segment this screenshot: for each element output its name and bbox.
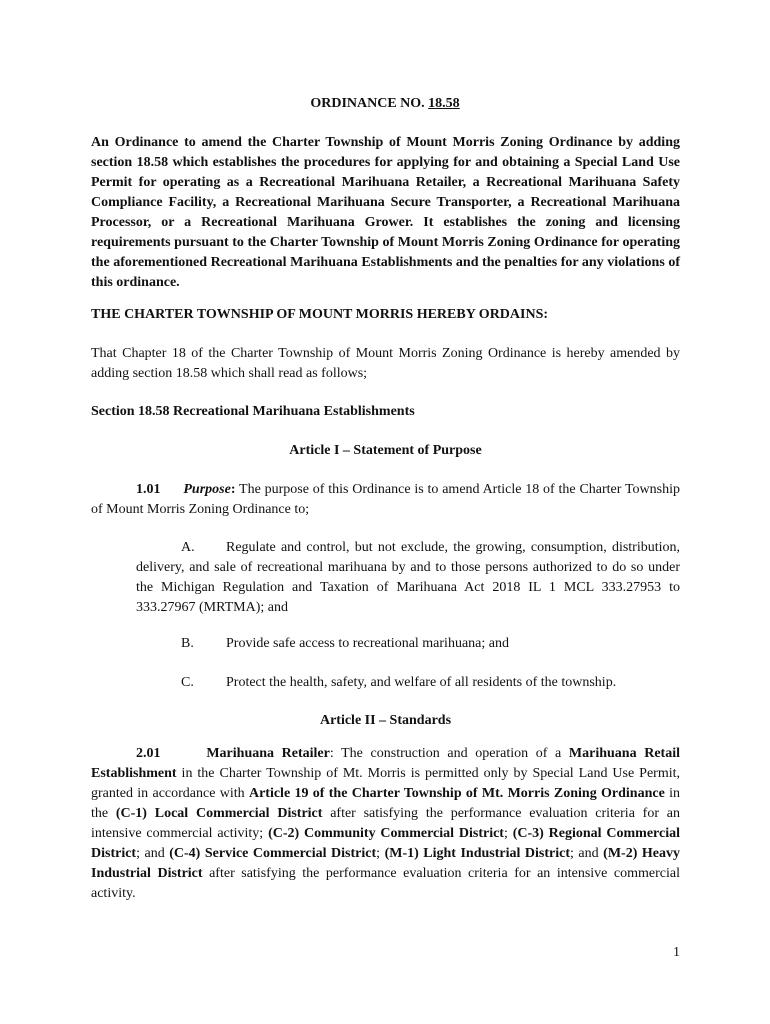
- ordinance-title: [0, 94, 770, 114]
- retailer-text: [91, 746, 680, 901]
- purpose-paragraph: [91, 480, 680, 520]
- list-item-a: [136, 538, 680, 618]
- retailer-text-run: ; and: [570, 846, 604, 861]
- retailer-text-run: in the: [91, 786, 681, 821]
- retailer-text-run: : The construction and operation of a: [329, 746, 569, 761]
- retailer-bold-run: Marihuana Retail Establishment: [91, 746, 680, 781]
- retailer-bold-run: (C-4) Service Commercial District: [169, 846, 377, 861]
- retailer-text-run: after satisfying the performance evaluation criteria for an intensive commercial activity;: [91, 806, 680, 841]
- preamble-paragraph: An Ordinance to amend the Charter Township of Mount Morris Zoning Ordinance by adding section 18.58 which establishes the procedures for applying for and obtaining a Special Land Use Permit for operating as a Recreational Marihuana Retailer, a Recreational Marihuana Safety Compliance Facility, a Recreational Marihuana Secure Transporter, a Recreational Marihuana Processor, or a Recreational Marihuana Grower. It establishes the zoning and licensing requirements pursuant to the Charter Township of Mount Morris Zoning Ordinance for operating the aforementioned Recreational Marihuana Establishments and the penalties for any violations of this ordinance.: [91, 135, 680, 290]
- amend-paragraph: That Chapter 18 of the Charter Township of Mount Morris Zoning Ordinance is hereby amended by adding section 18.58 which shall read as follows;: [91, 346, 680, 381]
- retailer-text-run: in the Charter Township of Mt. Morris is permitted only by Special Land Use Permit, granted in accordance with: [91, 766, 680, 801]
- list-item-letter: B.: [181, 636, 194, 651]
- retailer-text-run: ; and: [136, 846, 170, 861]
- retailer-number: 2.01: [136, 746, 161, 761]
- article-1-heading: Article I – Statement of Purpose: [289, 443, 482, 458]
- list-item-text: Regulate and control, but not exclude, the growing, consumption, distribution, delivery, and sale of recreational marihuana by and to those persons authorized to do so under the Michigan Regulation and Taxation of Marihuana Act 2018 IL 1 MCL 333.27953 to 333.27967 (MRTMA); and: [136, 540, 680, 615]
- retailer-bold-run: (C-2) Community Commercial District: [268, 826, 504, 841]
- retailer-bold-run: Article 19 of the Charter Township of Mt. Morris Zoning Ordinance: [248, 786, 665, 801]
- list-item-text: Protect the health, safety, and welfare of all residents of the township.: [226, 675, 617, 690]
- list-item-b: [181, 634, 680, 654]
- purpose-colon: :: [230, 482, 236, 497]
- retailer-text-run: ;: [376, 846, 385, 861]
- section-heading: Section 18.58 Recreational Marihuana Establishments: [91, 404, 415, 419]
- ordinance-title-prefix: ORDINANCE NO.: [310, 96, 425, 111]
- list-item-text: Provide safe access to recreational marihuana; and: [226, 636, 509, 651]
- retailer-text-run: after satisfying the performance evaluation criteria for an intensive commercial activity.: [91, 866, 680, 901]
- ordains-heading: THE CHARTER TOWNSHIP OF MOUNT MORRIS HEREBY ORDAINS:: [91, 307, 549, 322]
- retailer-label: Marihuana Retailer: [206, 746, 330, 761]
- retailer-bold-run: (M-1) Light Industrial District: [384, 846, 571, 861]
- retailer-bold-run: (M-2) Heavy Industrial District: [91, 846, 680, 881]
- purpose-label: Purpose: [183, 482, 231, 497]
- retailer-text-run: ;: [503, 826, 513, 841]
- page-number: 1: [673, 945, 680, 960]
- list-item-letter: C.: [181, 675, 194, 690]
- purpose-text: The purpose of this Ordinance is to amend Article 18 of the Charter Township of Mount Morris Zoning Ordinance to;: [91, 482, 680, 517]
- retailer-paragraph: [91, 744, 680, 904]
- article-2-heading: Article II – Standards: [319, 713, 452, 728]
- ordinance-number: 18.58: [428, 96, 460, 111]
- retailer-bold-run: (C-1) Local Commercial District: [115, 806, 323, 821]
- retailer-bold-run: (C-3) Regional Commercial District: [91, 826, 681, 861]
- list-item-letter: A.: [181, 540, 195, 555]
- purpose-number: 1.01: [136, 482, 161, 497]
- list-item-c: [181, 673, 680, 693]
